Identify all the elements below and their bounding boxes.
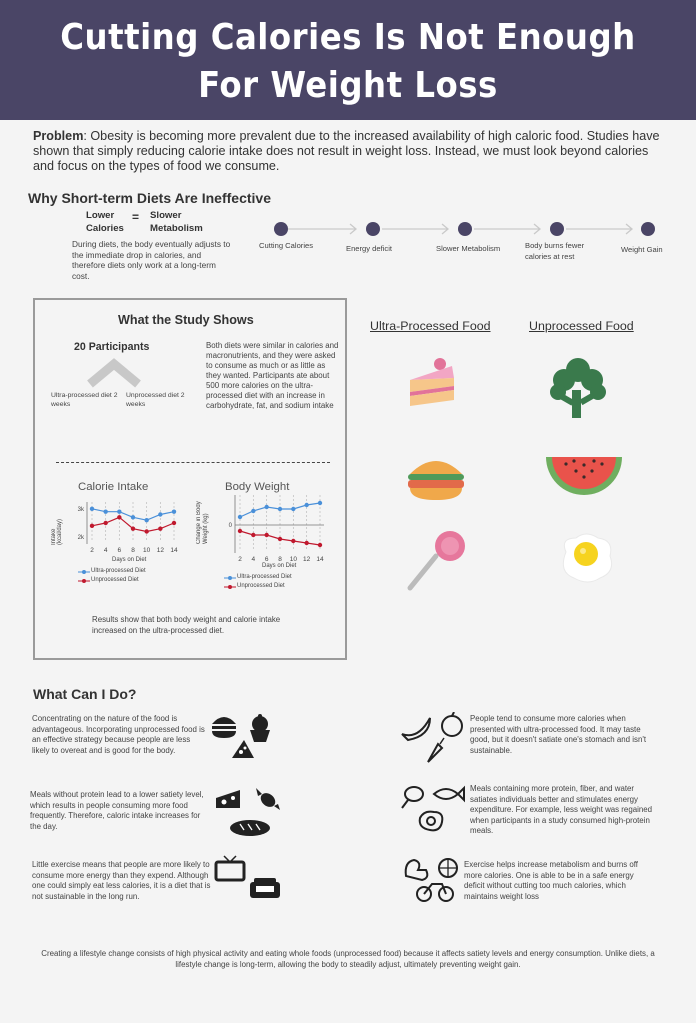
exercise-icon <box>402 856 464 904</box>
study-divider <box>56 462 330 463</box>
problem-paragraph <box>33 129 663 174</box>
chart2-series-1-point-2 <box>264 533 268 537</box>
chart1-series-0-point-2 <box>117 509 121 513</box>
timeline-dot-4 <box>550 222 564 236</box>
chart1-xtick-4: 10 <box>143 547 151 554</box>
chart1-xtick-0: 2 <box>90 547 94 554</box>
legend2-label-2: Unprocessed Diet <box>237 583 285 589</box>
chart1-xtick-2: 6 <box>117 547 122 554</box>
timeline-label-3: Slower Metabolism <box>436 244 501 253</box>
fruit-veg-icon <box>400 712 466 764</box>
chart1-series-0-point-0 <box>90 507 94 511</box>
timeline-label-2: Energy deficit <box>346 244 393 253</box>
legend1-mark-1 <box>78 569 90 575</box>
chart1-series-1-point-6 <box>172 521 176 525</box>
chart2-series-0-point-3 <box>278 507 282 511</box>
ultra-processed-heading: Ultra-Processed Food <box>370 319 491 333</box>
chart1-xlabel: Days on Diet <box>112 557 147 563</box>
chart1-series-0-point-1 <box>103 509 107 513</box>
title-line-1: Cutting Calories Is Not Enough <box>60 17 636 58</box>
timeline-label-1: Cutting Calories <box>259 241 314 250</box>
chart2-ytick-0: 0 <box>228 523 232 529</box>
eq-left: Lower Calories <box>86 210 124 234</box>
chart1-series-1-point-0 <box>90 524 94 528</box>
cheese-candy-bread-icon <box>214 786 286 838</box>
chart1-xtick-6: 14 <box>170 547 178 554</box>
chart2-series-1-point-6 <box>318 543 322 547</box>
legend2-label-1: Ultra-processed Diet <box>237 574 292 580</box>
study-heading: What the Study Shows <box>118 313 254 327</box>
chart2-xtick-6: 14 <box>316 556 324 562</box>
study-description: Both diets were similar in calories and macronutrients, and they were asked to consume as much or as little as they wanted. Participants ate about 500 more calories on the ultra-processed diet with an increase in carbohydrate, fat, and sodium intake <box>206 341 339 410</box>
fried-egg-icon <box>556 532 616 586</box>
title-line-2: For Weight Loss <box>198 65 498 106</box>
chart2-series-0-point-2 <box>264 505 268 509</box>
eq-sign: = <box>132 210 140 224</box>
chart2-series-1-point-1 <box>251 533 255 537</box>
chart1-series-0-point-6 <box>172 509 176 513</box>
chart1-ytick-0: 3k <box>77 506 84 513</box>
chart2-series-1-point-4 <box>291 539 295 543</box>
chart2-series-0-point-4 <box>291 507 295 511</box>
tip-left-2: Meals without protein lead to a lower satiety level, which results in people consuming more food frequently. Therefore, caloric intake increases for the day. <box>30 790 204 831</box>
chart1-xtick-1: 4 <box>103 547 108 554</box>
chart2-xtick-0: 2 <box>238 556 242 562</box>
chart2-series-1-point-0 <box>238 529 242 533</box>
junk-food-icon <box>210 710 276 762</box>
tv-couch-icon <box>214 854 284 904</box>
participants: 20 Participants <box>74 341 150 353</box>
diets-heading: Why Short-term Diets Are Ineffective <box>28 190 271 206</box>
chart1-plot <box>64 494 186 560</box>
chart1-series-0-point-3 <box>131 515 135 519</box>
chart1-series-0-point-5 <box>158 512 162 516</box>
eq-right: Slower Metabolism <box>150 210 203 234</box>
chart2-ylabel: Change in Body Weight (kg) <box>196 501 209 544</box>
arm-right: Unprocessed diet 2 weeks <box>126 392 185 408</box>
chart1-ylabel: Intake (kcal/day) <box>51 518 63 545</box>
chart2-series-1-point-3 <box>278 537 282 541</box>
chart2-xtick-3: 8 <box>278 556 282 562</box>
tip-left-3: Little exercise means that people are more likely to consume more energy than they expend. Although one could simply eat less calories, it is a diet that is not sustainable in the long run. <box>32 860 211 901</box>
watermelon-icon <box>546 457 622 497</box>
timeline-dot-3 <box>458 222 472 236</box>
chart2-series-1-point-5 <box>304 541 308 545</box>
split-arrow-icon <box>86 358 142 388</box>
timeline-label-5: Weight Gain <box>621 245 663 254</box>
footer-text: Creating a lifestyle change consists of high physical activity and eating whole foods (unprocessed food) because it affects satiety levels and energy consumption. Unlike diets, a lifestyle change is long-term, allowing the body to steadily adjust, ultimately preventing weight gain. <box>41 949 655 969</box>
chart1-series-1-point-1 <box>103 521 107 525</box>
timeline-dot-5 <box>641 222 655 236</box>
chart2-series-0-point-5 <box>304 503 308 507</box>
problem-text: : Obesity is becoming more prevalent due to the increased availability of high caloric food. Studies have shown that simply reducing calorie intake does not result in weight loss. Instead, we must look beyond calories and focus on the types of food we consume. <box>33 129 660 173</box>
broccoli-icon <box>546 356 608 420</box>
legend1-label-2: Unprocessed Diet <box>91 577 139 583</box>
chart2-series-0-point-0 <box>238 515 242 519</box>
study-result: Results show that both body weight and calorie intake increased on the ultra-processed diet. <box>92 615 281 635</box>
legend2-mark-2 <box>224 584 236 590</box>
chart2-series-0-point-6 <box>318 501 322 505</box>
chart2-xlabel: Days on Diet <box>262 563 297 569</box>
legend2-mark-1 <box>224 575 236 581</box>
cake-icon <box>404 356 460 412</box>
chart2-xtick-5: 12 <box>303 556 311 562</box>
diets-explain: During diets, the body eventually adjusts to the immediate drop in calories, and therefore diets only work at a long-term cost. <box>72 239 231 281</box>
timeline-dot-2 <box>366 222 380 236</box>
chart2-plot <box>218 494 330 562</box>
timeline-dot-1 <box>274 222 288 236</box>
chart2-xtick-1: 4 <box>251 556 256 562</box>
header-banner <box>0 0 696 120</box>
chart1-title: Calorie Intake <box>78 481 149 493</box>
chart1-xtick-3: 8 <box>131 547 135 554</box>
legend1-mark-2 <box>78 578 90 584</box>
legend1-label-1: Ultra-processed Diet <box>91 568 146 574</box>
chart2-xtick-4: 10 <box>289 556 297 562</box>
chart2-series-0-point-1 <box>251 509 255 513</box>
tip-right-1: People tend to consume more calories when presented with ultra-processed food. It may taste good, but it doesn't satiate one's stomach and isn't sustainable. <box>470 714 647 755</box>
tip-right-3: Exercise helps increase metabolism and burns off more calories. One is able to be in a safe energy deficit without cutting too much calories, which maintains weight loss <box>464 860 638 901</box>
tip-left-1: Concentrating on the nature of the food is advantageous. Incorporating unprocessed food is an effective strategy because people are less likely to overeat and is good for the body. <box>32 714 205 755</box>
chart1-series-1-point-2 <box>117 515 121 519</box>
tip-right-2: Meals containing more protein, fiber, and water satiates individuals better and stimulates energy expenditure. For example, less weight was regained when participants in a study consumed high-protein meals. <box>470 784 653 835</box>
unprocessed-heading: Unprocessed Food <box>529 319 634 333</box>
chart1-series-1-point-5 <box>158 526 162 530</box>
burger-icon <box>406 454 466 504</box>
chart2-title: Body Weight <box>225 481 290 493</box>
protein-food-icon <box>400 782 466 834</box>
timeline-label-4: Body burns fewer calories at rest <box>525 241 585 261</box>
chart1-ytick-1: 2k <box>77 535 84 542</box>
problem-label: Problem <box>33 129 84 143</box>
chart1-series-0-point-4 <box>144 518 148 522</box>
chart1-series-1-point-4 <box>144 529 148 533</box>
chart1-series-1-point-3 <box>131 526 135 530</box>
chart2-xtick-2: 6 <box>264 556 269 562</box>
whatcan-heading: What Can I Do? <box>33 686 137 702</box>
arm-left: Ultra-processed diet 2 weeks <box>51 392 118 408</box>
chart1-xtick-5: 12 <box>156 547 164 554</box>
lollipop-icon <box>406 530 468 592</box>
